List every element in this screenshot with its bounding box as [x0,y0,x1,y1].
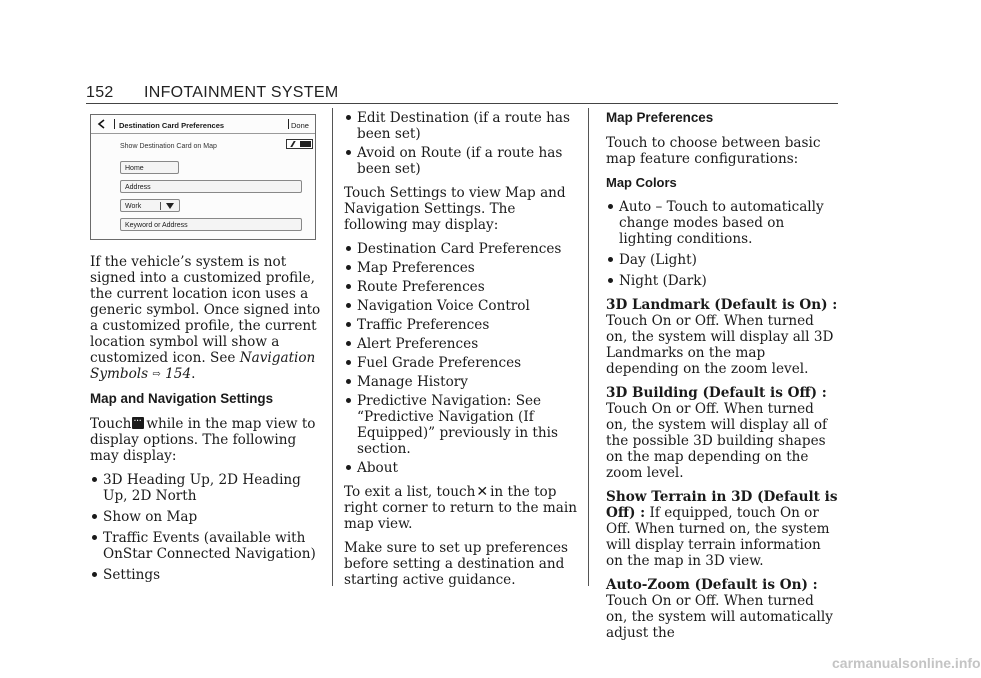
figure-done-button: Done [291,121,309,130]
column-3 [606,110,838,649]
touch-menu-paragraph: Touch··· while in the map view to display options. The following may display: [90,416,322,464]
column-divider-2 [588,108,589,586]
destination-card-screenshot [90,114,316,240]
column-2 [344,110,580,596]
list-item: Manage History [344,374,580,390]
figure-row-address: Address [120,180,302,193]
setting-3d-landmark: 3D Landmark (Default is On) : Touch On or Off. When turned on, the system will display all 3D Landmarks on the map depending on the zoom level. [606,297,838,377]
header-rule [86,103,838,104]
display-options-list [90,472,322,583]
figure-subtitle: Show Destination Card on Map [120,143,217,150]
navigation-symbols-link[interactable]: Navigation Symbols [90,350,316,382]
close-icon: ✕ [476,484,489,500]
map-colors-heading: Map Colors [606,175,677,190]
list-item: Destination Card Preferences [344,241,580,257]
menu-icon [132,417,144,429]
list-item: Show on Map [90,509,322,525]
preferences-paragraph: Make sure to set up preferences before setting a destination and starting active guidance. [344,540,569,588]
dropdown-arrow-icon [166,203,174,209]
page-ref-number[interactable]: 154 [165,366,192,382]
list-item: Map Preferences [344,260,580,276]
list-item: Day (Light) [606,252,838,268]
list-item: Settings [90,567,322,583]
map-preferences-intro: Touch to choose between basic map feature configurations: [606,135,821,167]
settings-list [344,241,580,476]
list-item: Fuel Grade Preferences [344,355,580,371]
map-preferences-heading: Map Preferences [606,110,714,125]
setting-auto-zoom: Auto-Zoom (Default is On) : Touch On or Off. When turned on, the system will automatically adjust the [606,577,833,641]
page-number: 152 [86,84,114,101]
list-item: Route Preferences [344,279,580,295]
map-colors-list [606,199,838,289]
figure-separator [288,119,289,129]
list-item: Traffic Preferences [344,317,580,333]
list-item: Night (Dark) [606,273,838,289]
figure-toggle-icon [286,139,313,149]
list-item: Edit Destination (if a route has been set) [344,110,580,142]
list-item: Navigation Voice Control [344,298,580,314]
figure-separator [114,119,115,129]
list-item: Alert Preferences [344,336,580,352]
exit-list-paragraph: To exit a list, touch✕ in the top right corner to return to the main map view. [344,484,577,532]
figure-title: Destination Card Preferences [119,121,225,130]
setting-3d-building: 3D Building (Default is Off) : Touch On or Off. When turned on, the system will display all of the possible 3D building shapes on the map depending on the zoom level. [606,385,828,481]
figure-row-home: Home [120,161,179,174]
settings-paragraph: Touch Settings to view Map and Navigation Settings. The following may display: [344,185,566,233]
list-item: Auto – Touch to automatically change modes based on lighting conditions. [606,199,838,247]
profile-paragraph: If the vehicle’s system is not signed into a customized profile, the current location icon uses a generic symbol. Once signed into a customized profile, the current location symbol will show a customized icon. See Navigation Symbols ⇨ 154. [90,254,321,382]
list-item: 3D Heading Up, 2D Heading Up, 2D North [90,472,322,504]
figure-row-keyword: Keyword or Address [120,218,302,231]
footer-watermark: carmanualsonline.info [832,655,981,671]
section-title: INFOTAINMENT SYSTEM [144,84,339,101]
figure-row-work: Work [120,199,180,212]
column-divider-1 [332,108,333,586]
route-options-list [344,110,580,177]
figure-title-bar [91,115,315,134]
page-ref-icon: ⇨ [152,369,161,380]
back-arrow-icon [96,118,108,130]
list-item: About [344,460,580,476]
list-item: Traffic Events (available with OnStar Connected Navigation) [90,530,322,562]
column-1 [90,110,322,591]
map-navigation-settings-heading: Map and Navigation Settings [90,391,274,406]
list-item: Predictive Navigation: See “Predictive Navigation (If Equipped)” previously in this section. [344,393,580,457]
list-item: Avoid on Route (if a route has been set) [344,145,580,177]
setting-show-terrain: Show Terrain in 3D (Default is Off) : If equipped, touch On or Off. When turned on, the system will display terrain information on the map in 3D view. [606,489,838,569]
